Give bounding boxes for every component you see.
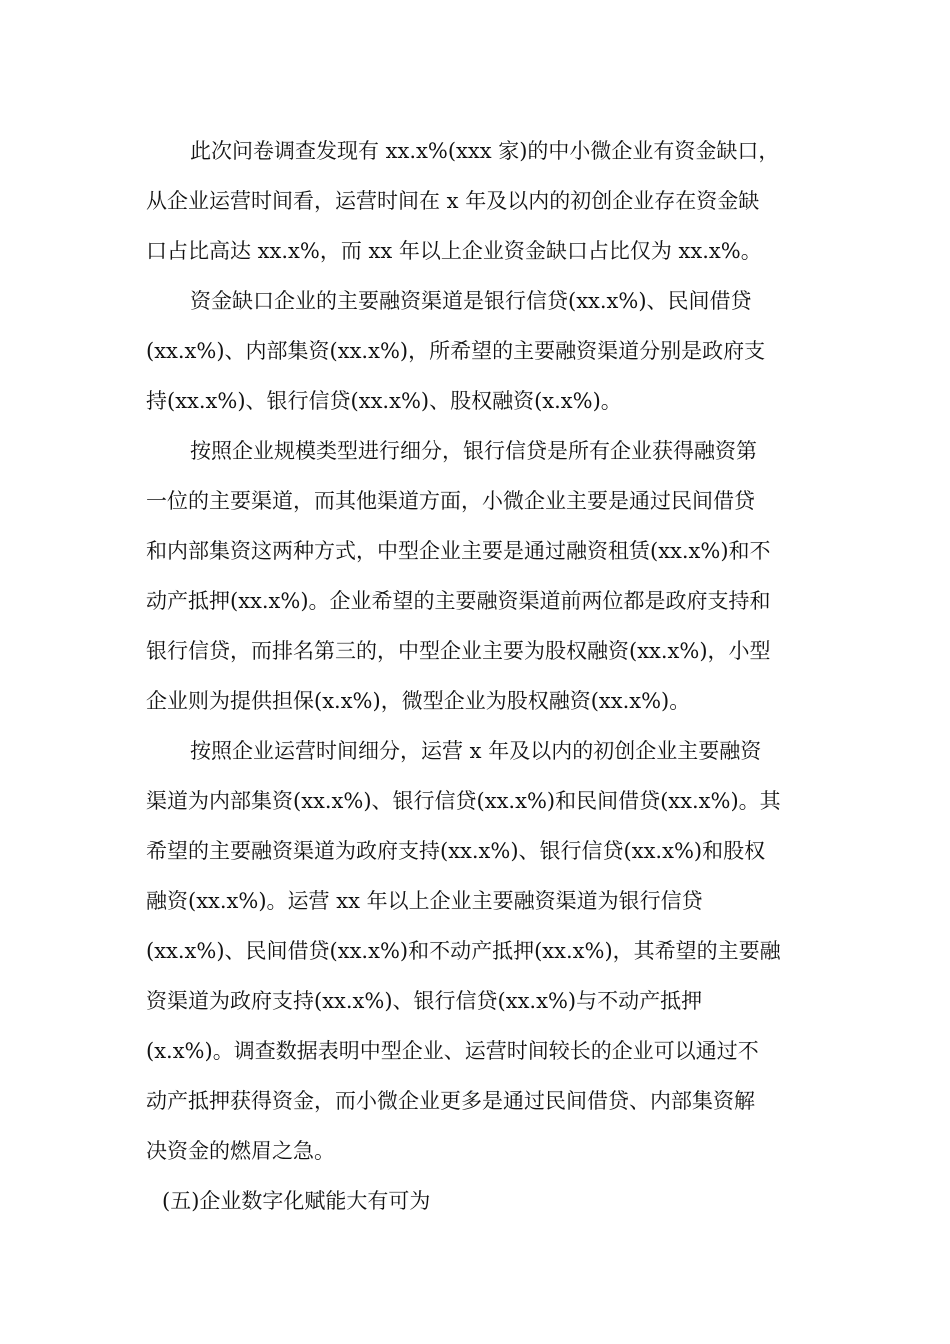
text-line: 动产抵押(xx.x%)。企业希望的主要融资渠道前两位都是政府支持和 bbox=[146, 589, 771, 613]
text-line: 企业则为提供担保(x.x%)，微型企业为股权融资(xx.x%)。 bbox=[146, 689, 691, 713]
paragraph-financing-channels bbox=[146, 276, 806, 426]
text-line: 决资金的燃眉之急。 bbox=[146, 1139, 335, 1163]
text-line: (x.x%)。调查数据表明中型企业、运营时间较长的企业可以通过不 bbox=[146, 1039, 759, 1063]
text-line: 希望的主要融资渠道为政府支持(xx.x%)、银行信贷(xx.x%)和股权 bbox=[146, 839, 766, 863]
text-line: 银行信贷，而排名第三的，中型企业主要为股权融资(xx.x%)，小型 bbox=[146, 639, 771, 663]
text-line: 资金缺口企业的主要融资渠道是银行信贷(xx.x%)、民间借贷 bbox=[190, 289, 752, 313]
text-line: 一位的主要渠道，而其他渠道方面，小微企业主要是通过民间借贷 bbox=[146, 489, 755, 513]
paragraph-by-enterprise-size bbox=[146, 426, 806, 726]
paragraph-by-operating-time bbox=[146, 726, 806, 1176]
text-line: 从企业运营时间看，运营时间在 x 年及以内的初创企业存在资金缺 bbox=[146, 189, 760, 213]
text-line: 和内部集资这两种方式，中型企业主要是通过融资租赁(xx.x%)和不 bbox=[146, 539, 771, 563]
section-heading: (五)企业数字化赋能大有可为 bbox=[162, 1189, 431, 1213]
text-line: 按照企业运营时间细分，运营 x 年及以内的初创企业主要融资 bbox=[190, 739, 762, 763]
document-body bbox=[146, 126, 806, 1226]
text-line: 口占比高达 xx.x%，而 xx 年以上企业资金缺口占比仅为 xx.x%。 bbox=[146, 239, 762, 263]
paragraph-funding-gap bbox=[146, 126, 806, 276]
text-line: 动产抵押获得资金，而小微企业更多是通过民间借贷、内部集资解 bbox=[146, 1089, 755, 1113]
text-line: 按照企业规模类型进行细分，银行信贷是所有企业获得融资第 bbox=[190, 439, 757, 463]
text-line: 渠道为内部集资(xx.x%)、银行信贷(xx.x%)和民间借贷(xx.x%)。其 bbox=[146, 789, 781, 813]
text-line: 此次问卷调查发现有 xx.x%(xxx 家)的中小微企业有资金缺口， bbox=[190, 139, 780, 163]
text-line: 持(xx.x%)、银行信贷(xx.x%)、股权融资(x.x%)。 bbox=[146, 389, 622, 413]
text-line: (xx.x%)、内部集资(xx.x%)，所希望的主要融资渠道分别是政府支 bbox=[146, 339, 766, 363]
text-line: (xx.x%)、民间借贷(xx.x%)和不动产抵押(xx.x%)，其希望的主要融 bbox=[146, 939, 781, 963]
text-line: 资渠道为政府支持(xx.x%)、银行信贷(xx.x%)与不动产抵押 bbox=[146, 989, 703, 1013]
text-line: 融资(xx.x%)。运营 xx 年以上企业主要融资渠道为银行信贷 bbox=[146, 889, 703, 913]
